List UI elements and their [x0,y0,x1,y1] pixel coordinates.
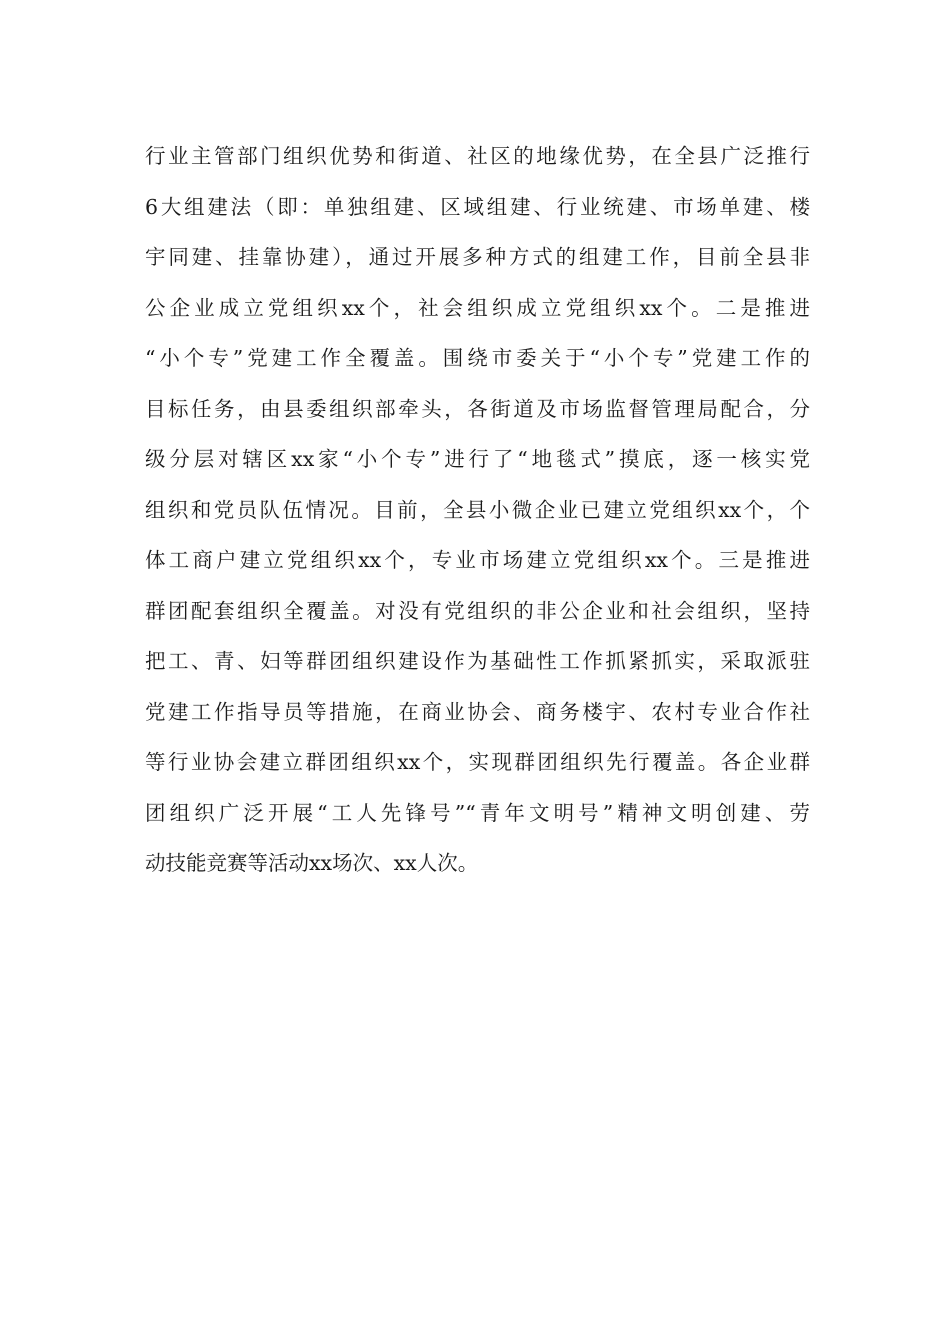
paragraph-line: 行业主管部门组织优势和街道、社区的地缘优势，在全县广泛推行 [145,144,810,168]
paragraph-line: “小个专”党建工作全覆盖。围绕市委关于“小个专”党建工作的 [145,346,810,370]
paragraph-line: 把工、青、妇等群团组织建设作为基础性工作抓紧抓实，采取派驻 [145,649,810,673]
body-paragraph [145,131,810,889]
paragraph-line: 团组织广泛开展“工人先锋号”“青年文明号”精神文明创建、劳 [145,800,810,825]
paragraph-line: 6大组建法（即：单独组建、区域组建、行业统建、市场单建、楼 [145,194,810,219]
paragraph-line: 群团配套组织全覆盖。对没有党组织的非公企业和社会组织，坚持 [145,598,810,623]
paragraph-line-last: 动技能竞赛等活动xx场次、xx人次。 [145,851,479,875]
paragraph-line: 等行业协会建立群团组织xx个，实现群团组织先行覆盖。各企业群 [145,750,810,774]
paragraph-line: 党建工作指导员等措施，在商业协会、商务楼宇、农村专业合作社 [145,699,810,724]
paragraph-line: 组织和党员队伍情况。目前，全县小微企业已建立党组织xx个，个 [145,497,810,522]
paragraph-line: 公企业成立党组织xx个，社会组织成立党组织xx个。二是推进 [145,295,810,320]
paragraph-line: 目标任务，由县委组织部牵头，各街道及市场监督管理局配合，分 [145,396,810,421]
paragraph-line: 宇同建、挂靠协建），通过开展多种方式的组建工作，目前全县非 [145,245,810,269]
paragraph-line: 级分层对辖区xx家“小个专”进行了“地毯式”摸底，逐一核实党 [145,447,810,471]
paragraph-line: 体工商户建立党组织xx个，专业市场建立党组织xx个。三是推进 [145,548,810,572]
